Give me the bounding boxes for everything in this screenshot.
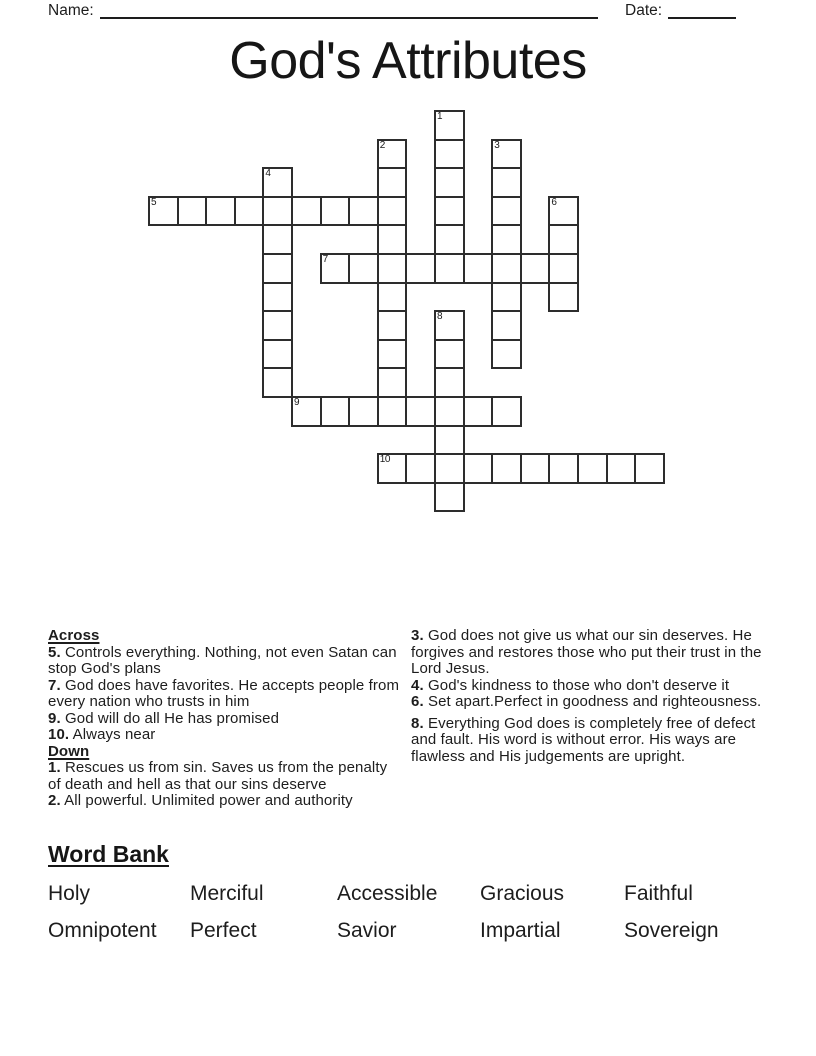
clue-9: 9. God will do all He has promised (48, 709, 280, 727)
grid-cell[interactable] (205, 196, 236, 227)
cell-number: 5 (151, 196, 157, 208)
grid-cell[interactable] (434, 339, 465, 370)
cell-number: 8 (437, 311, 443, 323)
word-bank-word: Perfect (190, 919, 257, 942)
date-input-line[interactable] (668, 2, 736, 19)
worksheet-title: God's Attributes (229, 32, 587, 90)
grid-cell[interactable] (463, 396, 494, 427)
grid-cell[interactable] (491, 453, 522, 484)
grid-cell[interactable] (348, 253, 379, 284)
grid-cell[interactable] (491, 310, 522, 341)
grid-cell[interactable] (262, 282, 293, 313)
grid-cell[interactable] (377, 339, 408, 370)
word-bank-word: Impartial (480, 919, 561, 942)
grid-cell[interactable] (377, 453, 408, 484)
clue-7: 7. God does have favorites. He accepts people from every nation who trusts in him (48, 676, 400, 710)
grid-cell[interactable] (434, 482, 465, 513)
clue-10: 10. Always near (48, 726, 156, 743)
cell-number: 6 (551, 196, 557, 208)
grid-cell[interactable] (634, 453, 665, 484)
clues-left-column (48, 628, 402, 810)
name-row (48, 2, 598, 19)
cell-number: 3 (494, 139, 500, 151)
grid-cell[interactable] (262, 310, 293, 341)
grid-cell[interactable] (320, 253, 351, 284)
down-clue-list-left (48, 760, 402, 810)
grid-cell[interactable] (434, 396, 465, 427)
grid-cell[interactable] (434, 224, 465, 255)
word-bank-word: Faithful (624, 882, 693, 905)
cell-number: 10 (379, 454, 390, 466)
word-bank-word: Savior (337, 919, 397, 942)
grid-cell[interactable] (548, 224, 579, 255)
clue-5: 5. Controls everything. Nothing, not even Satan can stop God's plans (48, 643, 397, 677)
clue-1: 1. Rescues us from sin. Saves us from the penalty of death and hell as that our sins deserve (48, 759, 388, 793)
across-header: Across (48, 627, 100, 644)
grid-cell[interactable] (262, 196, 293, 227)
grid-cell[interactable] (491, 224, 522, 255)
grid-cell[interactable] (463, 453, 494, 484)
grid-cell[interactable] (520, 453, 551, 484)
grid-cell[interactable] (491, 253, 522, 284)
grid-cell[interactable] (377, 282, 408, 313)
word-bank-word: Gracious (480, 882, 565, 905)
word-bank-word: Holy (48, 882, 91, 905)
grid-cell[interactable] (434, 110, 465, 141)
clue-6: 6. Set apart.Perfect in goodness and righteousness. (411, 693, 762, 710)
cell-number: 9 (294, 397, 300, 408)
grid-cell[interactable] (434, 167, 465, 198)
grid-cell[interactable] (606, 453, 637, 484)
word-bank-word: Accessible (337, 882, 438, 905)
grid-cell[interactable] (491, 167, 522, 198)
clue-4: 4. God's kindness to those who don't deserve it (411, 676, 730, 694)
across-clue-list (48, 645, 402, 744)
grid-cell[interactable] (377, 310, 408, 341)
grid-cell[interactable] (234, 196, 265, 227)
grid-cell[interactable] (377, 139, 408, 170)
grid-cell[interactable] (434, 425, 465, 456)
grid-cell[interactable] (405, 253, 436, 284)
grid-cell[interactable] (491, 282, 522, 313)
grid-cell[interactable] (377, 367, 408, 398)
grid-cell[interactable] (434, 196, 465, 227)
clues-right-column (411, 628, 777, 765)
grid-cell[interactable] (320, 196, 351, 227)
word-bank (48, 881, 778, 961)
down-header: Down (48, 742, 90, 760)
grid-cell[interactable] (348, 396, 379, 427)
grid-cell[interactable] (434, 310, 465, 341)
grid-cell[interactable] (434, 139, 465, 170)
grid-cell[interactable] (262, 167, 293, 198)
grid-cell[interactable] (377, 167, 408, 198)
word-bank-word: Merciful (190, 882, 264, 905)
word-bank-word: Omnipotent (48, 919, 157, 942)
grid-cell[interactable] (377, 224, 408, 255)
grid-cell[interactable] (434, 367, 465, 398)
grid-cell[interactable] (262, 339, 293, 370)
cell-number: 4 (265, 168, 271, 180)
word-bank-word: Sovereign (624, 919, 719, 942)
grid-cell[interactable] (262, 253, 293, 284)
name-input-line[interactable] (100, 2, 598, 19)
grid-cell[interactable] (291, 396, 322, 427)
grid-cell[interactable] (434, 453, 465, 484)
grid-cell[interactable] (577, 453, 608, 484)
grid-cell[interactable] (491, 339, 522, 370)
grid-cell[interactable] (291, 196, 322, 227)
grid-cell[interactable] (405, 453, 436, 484)
grid-cell[interactable] (148, 196, 179, 227)
grid-cell[interactable] (491, 196, 522, 227)
grid-cell[interactable] (377, 253, 408, 284)
grid-cell[interactable] (377, 396, 408, 427)
clue-8: 8. Everything God does is completely free of defect and fault. His word is without error. His ways are flawless and His judgements are upright. (411, 714, 756, 765)
word-bank-header: Word Bank (48, 841, 169, 867)
grid-cell[interactable] (548, 253, 579, 284)
down-clue-list-right (411, 628, 777, 765)
grid-cell[interactable] (320, 396, 351, 427)
cell-number: 7 (322, 254, 328, 265)
grid-cell[interactable] (262, 367, 293, 398)
date-row (625, 2, 736, 19)
grid-cell[interactable] (463, 253, 494, 284)
grid-cell[interactable] (548, 196, 579, 227)
name-label: Name: (48, 2, 94, 19)
cell-number: 1 (437, 111, 443, 122)
grid-cell[interactable] (434, 253, 465, 284)
date-label: Date: (625, 2, 663, 19)
clue-3: 3. God does not give us what our sin deserves. He forgives and restores those who put their trust in the Lord Jesus. (411, 627, 762, 677)
grid-cell[interactable] (491, 396, 522, 427)
grid-cell[interactable] (348, 196, 379, 227)
cell-number: 2 (379, 139, 385, 151)
grid-cell[interactable] (262, 224, 293, 255)
grid-cell[interactable] (491, 139, 522, 170)
clue-2: 2. All powerful. Unlimited power and authority (48, 792, 353, 809)
grid-cell[interactable] (377, 196, 408, 227)
grid-cell[interactable] (548, 282, 579, 313)
grid-cell[interactable] (548, 453, 579, 484)
grid-cell[interactable] (520, 253, 551, 284)
grid-cell[interactable] (405, 396, 436, 427)
grid-cell[interactable] (177, 196, 208, 227)
